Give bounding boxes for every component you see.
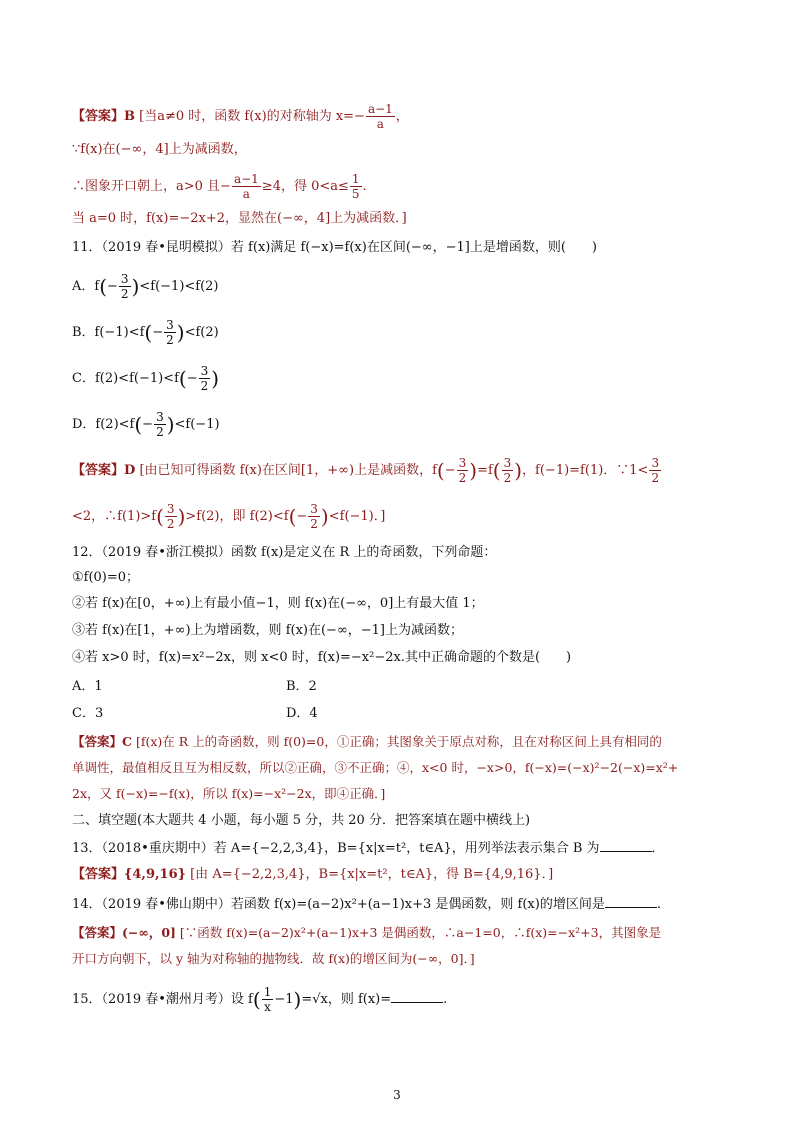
answer-14-line-2: 开口方向朝下，以 y 轴为对称轴的抛物线．故 f(x)的增区间为(−∞，0]．] [72,951,475,966]
answer-letter: C [122,734,132,749]
question-11-stem: 11．（2019 春•昆明模拟）若 f(x)满足 f(−x)=f(x)在区间(−∞，−1]上是增函数，则( ) [72,240,598,255]
fraction: $\frac{1}{x}$ [263,985,272,1014]
fraction: $\frac{3}{2}$ [200,364,209,393]
question-11-option-c: C．f(2)<f(−1)<f(− $\frac{3}{2}$ ) [72,364,220,393]
answer-10-line-1: 【答案】B [当a≠0 时，函数 f(x)的对称轴为 x=− $\frac{a-1}{a}$ ， [72,102,409,131]
fraction: $\frac{3}{2}$ [310,502,318,531]
question-15-stem: 15．（2019 春•潮州月考）设 f( $\frac{1}{x}$ −1)=√x，则 f(x)= . [72,985,448,1014]
answer-letter: D [124,463,136,478]
answer-11-line-1: 【答案】D [由已知可得函数 f(x)在区间[1，+∞)上是减函数，f(− $\frac{3}{2}$ )=f( $\frac{3}{2}$ )，f(−1)=f(1)．∵1< $\frac{3}{2}$ [72,456,660,485]
fraction: $\frac{3}{2}$ [166,318,174,347]
answer-12-line-2: 单调性，最值相反且互为相反数，所以②正确，③不正确；④，x<0 时，−x>0，f(−x)=(−x)²−2(−x)=x²+ [72,760,679,775]
fraction: $\frac{1}{5}$ [351,172,360,201]
answer-label: 【答案】 [72,109,125,124]
answer-blank [391,990,443,1003]
fraction: $\frac{a-1}{a}$ [367,102,393,131]
fraction: $\frac{3}{2}$ [503,456,512,485]
answer-10-line-2: ∵f(x)在(−∞，4]上为减函数， [72,142,247,157]
question-11-option-d: D．f(2)<f(− $\frac{3}{2}$ )<f(−1) [72,410,220,439]
question-12-options-row-1: A．1 B．2 [72,679,317,694]
answer-14-line-1: 【答案】(−∞，0] [∵函数 f(x)=(a−2)x²+(a−1)x+3 是偶函数，∴a−1=0，∴f(x)=−x²+3，其图象是 [72,925,662,940]
answer-11-line-2: <2，∴f(1)>f( $\frac{3}{2}$ )>f(2)，即 f(2)<f(− $\frac{3}{2}$ )<f(−1)．] [72,502,386,531]
answer-10-line-3: ∴图象开口朝上，a>0 且− $\frac{a-1}{a}$ ≥4，得 0<a≤ $\frac{1}{5}$ . [72,172,367,201]
answer-letter: B [124,109,136,124]
fraction: $\frac{3}{2}$ [651,456,660,485]
answer-13: 【答案】{4,9,16} [由 A={−2,2,3,4}，B={x|x=t²，t∈A}，得 B={4,9,16}．] [72,867,554,882]
question-11-option-a: A．f(− $\frac{3}{2}$ )<f(−1)<f(2) [72,272,219,301]
question-12-proposition-2: ②若 f(x)在[0，+∞)上有最小值−1，则 f(x)在(−∞，0]上有最大值 1； [72,596,484,611]
answer-letter: (−∞，0] [122,925,176,940]
fraction: $\frac{3}{2}$ [458,456,467,485]
question-14-stem: 14．（2019 春•佛山期中）若函数 f(x)=(a−2)x²+(a−1)x+3 是偶函数，则 f(x)的增区间是 . [72,897,661,912]
answer-blank [605,895,657,908]
question-12-proposition-3: ③若 f(x)在[1，+∞)上为增函数，则 f(x)在(−∞，−1]上为减函数； [72,623,464,638]
question-13-stem: 13．（2018•重庆期中）若 A={−2,2,3,4}，B={x|x=t²，t∈A}，用列举法表示集合 B 为 ． [72,841,665,856]
fraction: $\frac{3}{2}$ [120,272,129,301]
answer-letter: {4,9,16} [124,867,186,882]
answer-12-line-3: 2x，又 f(−x)=−f(x)，所以 f(x)=−x²−2x，即④正确．] [72,786,386,801]
question-12-options-row-2: C．3 D．4 [72,706,318,721]
question-12-proposition-1: ①f(0)=0； [72,570,140,585]
section-2-heading: 二、填空题(本大题共 4 小题，每小题 5 分，共 20 分．把答案填在题中横线上) [72,813,531,828]
page-number: 3 [393,1088,401,1102]
answer-blank [600,839,652,852]
answer-10-line-4: 当 a=0 时，f(x)=−2x+2，显然在(−∞，4]上为减函数．] [72,211,407,226]
fraction: $\frac{a-1}{a}$ [233,172,259,201]
fraction: $\frac{3}{2}$ [166,502,175,531]
question-11-option-b: B．f(−1)<f(− $\frac{3}{2}$ )<f(2) [72,318,219,347]
question-12-proposition-4: ④若 x>0 时，f(x)=x²−2x，则 x<0 时，f(x)=−x²−2x.其中正确命题的个数是( ) [72,650,572,665]
answer-12-line-1: 【答案】C [f(x)在 R 上的奇函数，则 f(0)=0，①正确；其图象关于原点对称，且在对称区间上具有相同的 [72,734,662,749]
question-12-stem: 12．（2019 春•浙江模拟）函数 f(x)是定义在 R 上的奇函数，下列命题： [72,545,497,560]
fraction: $\frac{3}{2}$ [156,410,164,439]
